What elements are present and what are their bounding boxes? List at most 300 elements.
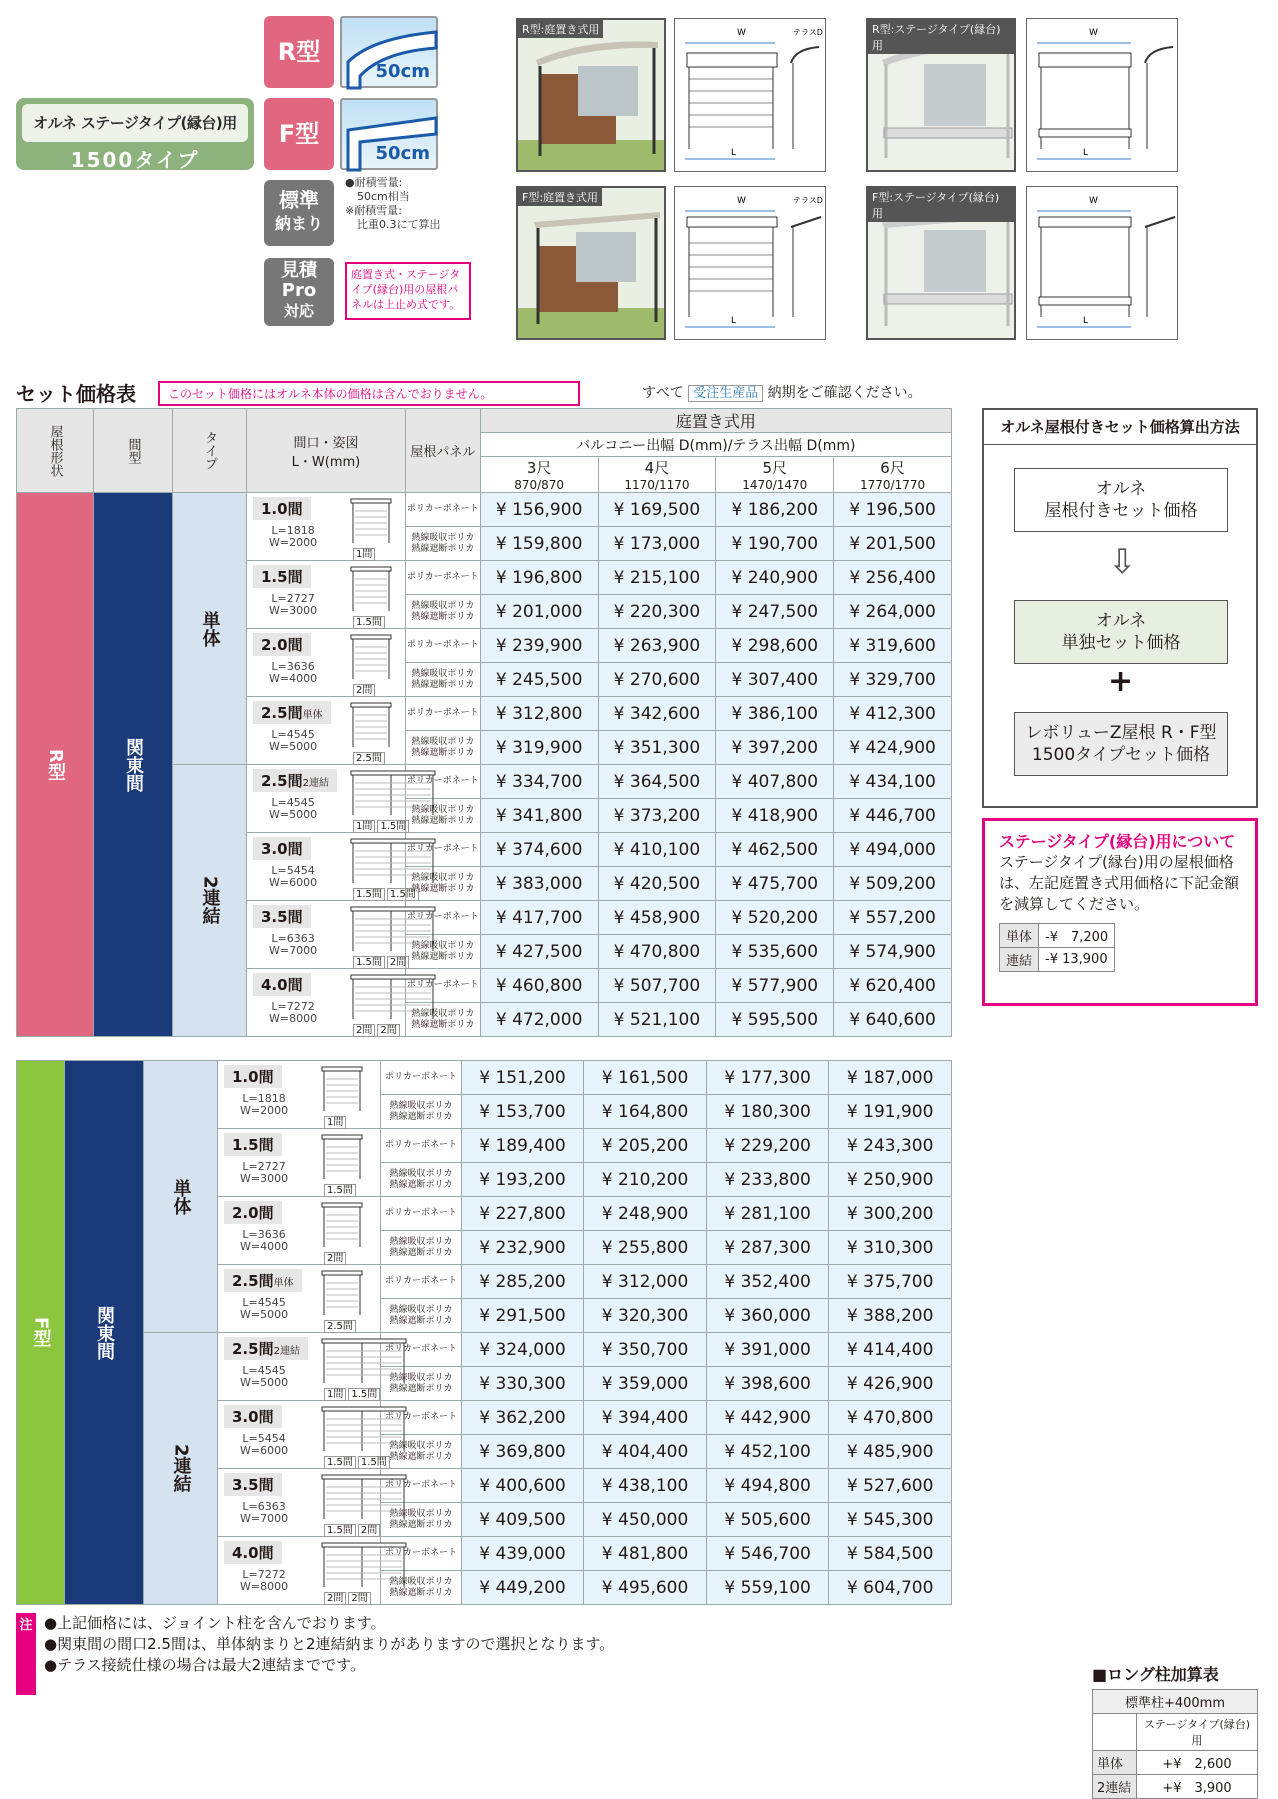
- price-cell: ¥ 220,300: [598, 595, 716, 629]
- standard-badge-line2: 納まり: [274, 214, 323, 233]
- price-cell: ¥ 450,000: [584, 1503, 707, 1537]
- price-cell: ¥ 245,500: [480, 663, 598, 697]
- size-label: 3.5間: [224, 1473, 282, 1496]
- price-cell: ¥ 329,700: [834, 663, 952, 697]
- stage-type-note: [982, 818, 1258, 1006]
- price-cell: ¥ 369,800: [461, 1435, 584, 1469]
- price-cell: ¥ 386,100: [716, 697, 834, 731]
- price-cell: ¥ 190,700: [716, 527, 834, 561]
- calc-title: オルネ屋根付きセット価格算出方法: [984, 410, 1256, 445]
- size-label: 2.5間単体: [253, 701, 331, 724]
- price-cell: ¥ 449,200: [461, 1571, 584, 1605]
- price-cell: ¥ 291,500: [461, 1299, 584, 1333]
- price-cell: ¥ 312,800: [480, 697, 598, 731]
- drawing-r-front: [674, 18, 826, 172]
- price-cell: ¥ 446,700: [834, 799, 952, 833]
- long-col: ステージタイプ(縁台)用: [1137, 1714, 1258, 1751]
- size-lw: L=2727 W=3000: [269, 592, 318, 617]
- delivery-pre: すべて: [642, 385, 684, 401]
- size-cell: [218, 1333, 381, 1401]
- panel-polycarbonate: ポリカーボネート: [381, 1401, 461, 1435]
- price-cell: ¥ 640,600: [834, 1003, 952, 1037]
- price-cell: ¥ 312,000: [584, 1265, 707, 1299]
- col-size-label: 間口・姿図: [293, 435, 359, 451]
- photo-caption: R型:ステージタイプ(縁台)用: [868, 20, 1014, 54]
- size-cell: [218, 1129, 381, 1197]
- price-cell: ¥ 247,500: [716, 595, 834, 629]
- panel-polycarbonate: ポリカーボネート: [405, 901, 480, 935]
- price-cell: ¥ 227,800: [461, 1197, 584, 1231]
- stage-row-label: 連結: [1000, 948, 1039, 972]
- price-cell: ¥ 189,400: [461, 1129, 584, 1163]
- price-cell: ¥ 341,800: [480, 799, 598, 833]
- price-cell: ¥ 557,200: [834, 901, 952, 935]
- col-panel: 屋根パネル: [405, 409, 480, 493]
- price-cell: ¥ 310,300: [829, 1231, 952, 1265]
- size-lw: L=1818 W=2000: [269, 524, 318, 549]
- size-label: 2.5間単体: [224, 1269, 302, 1292]
- size-label: 3.5間: [253, 905, 311, 928]
- price-cell: ¥ 427,500: [480, 935, 598, 969]
- col-size: [247, 409, 406, 493]
- long-title: ■ロング柱加算表: [1092, 1665, 1219, 1684]
- price-cell: ¥ 187,000: [829, 1061, 952, 1095]
- terrace-label: テラスD: [793, 28, 823, 37]
- panel-polycarbonate: ポリカーボネート: [381, 1061, 461, 1095]
- panel-heat: 熱線吸収ポリカ 熱線遮断ポリカ: [405, 663, 480, 697]
- stage-title: ステージタイプ(縁台)用について: [999, 832, 1236, 851]
- size-lw: L=2727 W=3000: [240, 1160, 289, 1185]
- price-cell: ¥ 264,000: [834, 595, 952, 629]
- panel-polycarbonate: ポリカーボネート: [405, 833, 480, 867]
- price-cell: ¥ 521,100: [598, 1003, 716, 1037]
- size-dim-labels: 2間: [324, 1249, 348, 1264]
- price-cell: ¥ 397,200: [716, 731, 834, 765]
- panel-heat: 熱線吸収ポリカ 熱線遮断ポリカ: [405, 799, 480, 833]
- calc-method-box: [982, 408, 1258, 808]
- price-cell: ¥ 196,800: [480, 561, 598, 595]
- price-cell: ¥ 151,200: [461, 1061, 584, 1095]
- photo-r-stage: [866, 18, 1016, 172]
- panel-polycarbonate: ポリカーボネート: [405, 493, 480, 527]
- price-cell: ¥ 374,600: [480, 833, 598, 867]
- note-item: ●上記価格には、ジョイント柱を含んでおります。: [44, 1614, 386, 1632]
- price-cell: ¥ 545,300: [829, 1503, 952, 1537]
- price-cell: ¥ 287,300: [706, 1231, 829, 1265]
- price-cell: ¥ 494,800: [706, 1469, 829, 1503]
- size-cell: [247, 561, 406, 629]
- price-cell: ¥ 404,400: [584, 1435, 707, 1469]
- price-cell: ¥ 391,000: [706, 1333, 829, 1367]
- panel-heat: 熱線吸収ポリカ 熱線遮断ポリカ: [381, 1231, 461, 1265]
- size-dim-labels: 1.5間: [324, 1181, 358, 1196]
- price-cell: ¥ 481,800: [584, 1537, 707, 1571]
- price-cell: ¥ 243,300: [829, 1129, 952, 1163]
- price-cell: ¥ 233,800: [706, 1163, 829, 1197]
- price-cell: ¥ 485,900: [829, 1435, 952, 1469]
- calc-box-roof: [1014, 712, 1228, 776]
- price-cell: ¥ 191,900: [829, 1095, 952, 1129]
- depth-mm: 1770/1770: [860, 478, 926, 492]
- w-label: W: [737, 28, 746, 38]
- price-cell: ¥ 442,900: [706, 1401, 829, 1435]
- price-cell: ¥ 505,600: [706, 1503, 829, 1537]
- type-single: 単体: [144, 1061, 218, 1333]
- size-dim-labels: 1間 1.5間: [353, 817, 411, 832]
- panel-heat: 熱線吸収ポリカ 熱線遮断ポリカ: [381, 1299, 461, 1333]
- price-cell: ¥ 546,700: [706, 1537, 829, 1571]
- price-cell: ¥ 342,600: [598, 697, 716, 731]
- terrace-label: テラスD: [793, 196, 823, 205]
- price-cell: ¥ 201,500: [834, 527, 952, 561]
- price-cell: ¥ 360,000: [706, 1299, 829, 1333]
- drawing-r-stage: [1026, 18, 1178, 172]
- price-cell: ¥ 410,100: [598, 833, 716, 867]
- price-cell: ¥ 248,900: [584, 1197, 707, 1231]
- pro-badge-line2: Pro: [281, 280, 317, 301]
- price-cell: ¥ 535,600: [716, 935, 834, 969]
- l-label: L: [1083, 148, 1089, 158]
- notes: [16, 1613, 614, 1676]
- photo-f-stage: [866, 186, 1016, 340]
- snow-f-illustration: [340, 98, 438, 170]
- drawing-f-stage: [1026, 186, 1178, 340]
- col-roof-shape: 屋根形状: [17, 409, 94, 493]
- front-elevation-f: [675, 187, 827, 341]
- calc-box-total: [1014, 468, 1228, 532]
- panel-polycarbonate: ポリカーボネート: [381, 1265, 461, 1299]
- photo-f-garden: [516, 186, 666, 340]
- price-cell: ¥ 438,100: [584, 1469, 707, 1503]
- product-tag: [16, 98, 254, 170]
- price-cell: ¥ 300,200: [829, 1197, 952, 1231]
- size-dim-labels: 1.5間 1.5間: [324, 1453, 392, 1468]
- l-label: L: [731, 316, 737, 326]
- note-item: ●関東間の間口2.5間は、単体納まりと2連結納まりがありますので選択となります。: [44, 1635, 615, 1653]
- long-row-value: +¥ 3,900: [1137, 1775, 1258, 1799]
- panel-polycarbonate: ポリカーボネート: [381, 1129, 461, 1163]
- price-cell: ¥ 470,800: [598, 935, 716, 969]
- calc-box-line: オルネ: [1095, 611, 1147, 631]
- size-cell: [247, 765, 406, 833]
- price-cell: ¥ 414,400: [829, 1333, 952, 1367]
- price-cell: ¥ 520,200: [716, 901, 834, 935]
- price-cell: ¥ 351,300: [598, 731, 716, 765]
- size-label: 2.5間2連結: [224, 1337, 308, 1360]
- price-cell: ¥ 407,800: [716, 765, 834, 799]
- size-label: 4.0間: [253, 973, 311, 996]
- price-cell: ¥ 156,900: [480, 493, 598, 527]
- snow-note-4: 比重0.3にて算出: [357, 218, 441, 231]
- price-cell: ¥ 324,000: [461, 1333, 584, 1367]
- calc-box-single: [1014, 600, 1228, 664]
- size-label: 2.5間2連結: [253, 769, 337, 792]
- price-cell: ¥ 373,200: [598, 799, 716, 833]
- long-post-table: [1092, 1662, 1258, 1799]
- price-cell: ¥ 439,000: [461, 1537, 584, 1571]
- panel-heat: 熱線吸収ポリカ 熱線遮断ポリカ: [405, 1003, 480, 1037]
- stage-row-value: -¥ 7,200: [1039, 924, 1115, 948]
- calc-box-line: 1500タイプセット価格: [1031, 745, 1211, 765]
- size-label: 2.0間: [253, 633, 311, 656]
- photo-caption: R型:庭置き式用: [518, 20, 603, 38]
- price-cell: ¥ 161,500: [584, 1061, 707, 1095]
- snow-note: [345, 176, 441, 232]
- panel-heat: 熱線吸収ポリカ 熱線遮断ポリカ: [381, 1095, 461, 1129]
- table-row: [17, 1333, 952, 1367]
- price-cell: ¥ 169,500: [598, 493, 716, 527]
- size-cell: [247, 901, 406, 969]
- price-cell: ¥ 256,400: [834, 561, 952, 595]
- price-cell: ¥ 426,900: [829, 1367, 952, 1401]
- panel-polycarbonate: ポリカーボネート: [381, 1469, 461, 1503]
- size-dim-labels: 1.5間 2間: [324, 1521, 382, 1536]
- price-cell: ¥ 263,900: [598, 629, 716, 663]
- panel-heat: 熱線吸収ポリカ 熱線遮断ポリカ: [405, 867, 480, 901]
- price-cell: ¥ 215,100: [598, 561, 716, 595]
- front-elevation-r-stage: [1027, 19, 1179, 173]
- calc-box-line: 単独セット価格: [1061, 633, 1181, 653]
- snow-r-illustration: [340, 16, 438, 88]
- size-lw: L=3636 W=4000: [240, 1228, 289, 1253]
- price-cell: ¥ 418,900: [716, 799, 834, 833]
- snow-r-label: 50cm: [375, 61, 430, 82]
- pro-badge: [264, 258, 334, 326]
- stage-deduct-table: [999, 923, 1115, 972]
- note-item: ●テラス接続仕様の場合は最大2連結までです。: [44, 1656, 365, 1674]
- notes-tag: 注: [16, 1613, 36, 1695]
- size-cell: [218, 1197, 381, 1265]
- price-cell: ¥ 173,000: [598, 527, 716, 561]
- price-cell: ¥ 196,500: [834, 493, 952, 527]
- w-label: W: [1089, 28, 1098, 38]
- panel-note: 庭置き式・ステージタイプ(縁台)用の屋根パネルは上止め式です。: [345, 262, 471, 320]
- price-cell: ¥ 472,000: [480, 1003, 598, 1037]
- size-dim-labels: 2間 2間: [324, 1589, 373, 1604]
- size-label: 2.0間: [224, 1201, 282, 1224]
- price-cell: ¥ 232,900: [461, 1231, 584, 1265]
- standard-badge: [264, 180, 334, 246]
- price-table: [16, 408, 952, 1037]
- price-cell: ¥ 507,700: [598, 969, 716, 1003]
- price-cell: ¥ 350,700: [584, 1333, 707, 1367]
- price-cell: ¥ 153,700: [461, 1095, 584, 1129]
- size-label: 3.0間: [253, 837, 311, 860]
- price-cell: ¥ 458,900: [598, 901, 716, 935]
- size-dim-labels: 1間: [353, 545, 377, 560]
- price-cell: ¥ 595,500: [716, 1003, 834, 1037]
- size-lw: L=6363 W=7000: [269, 932, 318, 957]
- price-cell: ¥ 186,200: [716, 493, 834, 527]
- price-cell: ¥ 320,300: [584, 1299, 707, 1333]
- price-cell: ¥ 307,400: [716, 663, 834, 697]
- region-label: 関東間: [65, 1061, 144, 1605]
- long-row-label: 単体: [1093, 1751, 1137, 1775]
- panel-polycarbonate: ポリカーボネート: [405, 765, 480, 799]
- size-cell: [247, 629, 406, 697]
- roof-shape-label: R型: [17, 493, 94, 1037]
- size-cell: [218, 1469, 381, 1537]
- panel-polycarbonate: ポリカーボネート: [405, 561, 480, 595]
- price-cell: ¥ 375,700: [829, 1265, 952, 1299]
- size-lw: L=4545 W=5000: [269, 796, 318, 821]
- panel-polycarbonate: ポリカーボネート: [381, 1537, 461, 1571]
- price-cell: ¥ 452,100: [706, 1435, 829, 1469]
- product-tag-name: オルネ ステージタイプ(縁台)用: [22, 104, 248, 142]
- long-table: [1092, 1689, 1258, 1799]
- price-cell: ¥ 330,300: [461, 1367, 584, 1401]
- col-type: タイプ: [173, 409, 247, 493]
- size-dim-labels: 1間 1.5間: [324, 1385, 382, 1400]
- price-cell: ¥ 359,000: [584, 1367, 707, 1401]
- size-dim-labels: 1.5間: [353, 613, 387, 628]
- photo-caption: F型:庭置き式用: [518, 188, 602, 206]
- size-label: 1.0間: [224, 1065, 282, 1088]
- size-dim-labels: 2間 2間: [353, 1021, 402, 1036]
- snow-note-2: 50cm相当: [357, 190, 410, 203]
- price-cell: ¥ 352,400: [706, 1265, 829, 1299]
- col-depth-caption: バルコニー出幅 D(mm)/テラス出幅 D(mm): [480, 433, 951, 457]
- size-dim-labels: 2.5間: [324, 1317, 358, 1332]
- price-cell: ¥ 319,600: [834, 629, 952, 663]
- price-cell: ¥ 509,200: [834, 867, 952, 901]
- size-lw: L=7272 W=8000: [269, 1000, 318, 1025]
- size-cell: [218, 1537, 381, 1605]
- price-cell: ¥ 210,200: [584, 1163, 707, 1197]
- col-depth-3: [834, 457, 952, 493]
- panel-heat: 熱線吸収ポリカ 熱線遮断ポリカ: [405, 595, 480, 629]
- type-double: 2連結: [173, 765, 247, 1037]
- product-tag-type: 1500タイプ: [70, 148, 200, 172]
- size-lw: L=3636 W=4000: [269, 660, 318, 685]
- size-label: 1.0間: [253, 497, 311, 520]
- panel-polycarbonate: ポリカーボネート: [405, 629, 480, 663]
- photo-r-garden: [516, 18, 666, 172]
- price-cell: ¥ 240,900: [716, 561, 834, 595]
- size-cell: [247, 493, 406, 561]
- price-cell: ¥ 229,200: [706, 1129, 829, 1163]
- col-depth-1: [598, 457, 716, 493]
- panel-heat: 熱線吸収ポリカ 熱線遮断ポリカ: [405, 527, 480, 561]
- price-cell: ¥ 577,900: [716, 969, 834, 1003]
- panel-heat: 熱線吸収ポリカ 熱線遮断ポリカ: [405, 935, 480, 969]
- price-cell: ¥ 180,300: [706, 1095, 829, 1129]
- price-cell: ¥ 281,100: [706, 1197, 829, 1231]
- size-cell: [218, 1265, 381, 1333]
- price-cell: ¥ 424,900: [834, 731, 952, 765]
- long-row-value: +¥ 2,600: [1137, 1751, 1258, 1775]
- l-label: L: [1083, 316, 1089, 326]
- size-dim-labels: 2.5間: [353, 749, 387, 764]
- price-table-f: [16, 1060, 952, 1605]
- size-cell: [247, 833, 416, 901]
- price-cell: ¥ 388,200: [829, 1299, 952, 1333]
- price-cell: ¥ 362,200: [461, 1401, 584, 1435]
- price-cell: ¥ 193,200: [461, 1163, 584, 1197]
- panel-polycarbonate: ポリカーボネート: [381, 1333, 461, 1367]
- type-r-badge: R型: [264, 16, 334, 88]
- size-label: 4.0間: [224, 1541, 282, 1564]
- price-cell: ¥ 177,300: [706, 1061, 829, 1095]
- type-single: 単体: [173, 493, 247, 765]
- price-cell: ¥ 250,900: [829, 1163, 952, 1197]
- price-cell: ¥ 559,100: [706, 1571, 829, 1605]
- price-cell: ¥ 364,500: [598, 765, 716, 799]
- w-label: W: [1089, 196, 1098, 206]
- price-cell: ¥ 159,800: [480, 527, 598, 561]
- table-row: [17, 1061, 952, 1095]
- size-dim-labels: 2間: [353, 681, 377, 696]
- price-cell: ¥ 394,400: [584, 1401, 707, 1435]
- size-dim-labels: 1.5間 2間: [353, 953, 411, 968]
- price-cell: ¥ 285,200: [461, 1265, 584, 1299]
- table-title: セット価格表: [16, 382, 136, 406]
- price-cell: ¥ 239,900: [480, 629, 598, 663]
- made-to-order-badge: 受注生産品: [688, 385, 763, 402]
- depth-mm: 1170/1170: [624, 478, 690, 492]
- calc-box-line: 屋根付きセット価格: [1044, 501, 1198, 521]
- size-lw: L=5454 W=6000: [240, 1432, 289, 1457]
- stage-text: ステージタイプ(縁台)用の屋根価格は、左記庭置き式用価格に下記金額を減算してください。: [999, 853, 1240, 913]
- price-cell: ¥ 604,700: [829, 1571, 952, 1605]
- price-cell: ¥ 400,600: [461, 1469, 584, 1503]
- region-label: 関東間: [94, 493, 173, 1037]
- table-row: [17, 493, 952, 527]
- panel-heat: 熱線吸収ポリカ 熱線遮断ポリカ: [381, 1367, 461, 1401]
- plus-icon: +: [1108, 664, 1134, 699]
- calc-box-line: レボリューZ屋根 R・F型: [1025, 723, 1217, 743]
- panel-polycarbonate: ポリカーボネート: [405, 697, 480, 731]
- depth-label: 4尺: [644, 459, 670, 477]
- snow-note-3: ※耐積雪量:: [345, 204, 402, 217]
- price-cell: ¥ 434,100: [834, 765, 952, 799]
- w-label: W: [737, 196, 746, 206]
- price-cell: ¥ 298,600: [716, 629, 834, 663]
- snow-f-label: 50cm: [375, 143, 430, 164]
- price-cell: ¥ 319,900: [480, 731, 598, 765]
- front-elevation-r: [675, 19, 827, 173]
- panel-heat: 熱線吸収ポリカ 熱線遮断ポリカ: [381, 1571, 461, 1605]
- col-size-sub: L・W(mm): [291, 454, 361, 470]
- carport-image: [518, 20, 666, 172]
- depth-label: 5尺: [762, 459, 788, 477]
- panel-polycarbonate: ポリカーボネート: [381, 1197, 461, 1231]
- pro-badge-line1: 見積: [281, 260, 317, 281]
- size-lw: L=6363 W=7000: [240, 1500, 289, 1525]
- stage-row-label: 単体: [1000, 924, 1039, 948]
- panel-heat: 熱線吸収ポリカ 熱線遮断ポリカ: [381, 1503, 461, 1537]
- price-cell: ¥ 420,500: [598, 867, 716, 901]
- long-std: 標準柱+400mm: [1093, 1690, 1258, 1714]
- price-cell: ¥ 398,600: [706, 1367, 829, 1401]
- size-lw: L=5454 W=6000: [269, 864, 318, 889]
- arrow-down-icon: ⇩: [1108, 542, 1137, 582]
- size-label: 1.5間: [253, 565, 311, 588]
- size-label: 3.0間: [224, 1405, 282, 1428]
- price-cell: ¥ 334,700: [480, 765, 598, 799]
- price-cell: ¥ 417,700: [480, 901, 598, 935]
- size-cell: [218, 1401, 387, 1469]
- price-cell: ¥ 205,200: [584, 1129, 707, 1163]
- price-cell: ¥ 475,700: [716, 867, 834, 901]
- pro-badge-line3: 対応: [283, 302, 314, 320]
- col-depth-0: [480, 457, 598, 493]
- calc-box-line: オルネ: [1095, 479, 1147, 499]
- size-cell: [247, 697, 406, 765]
- col-depth-2: [716, 457, 834, 493]
- snow-note-1: ●耐積雪量:: [345, 176, 403, 189]
- price-cell: ¥ 460,800: [480, 969, 598, 1003]
